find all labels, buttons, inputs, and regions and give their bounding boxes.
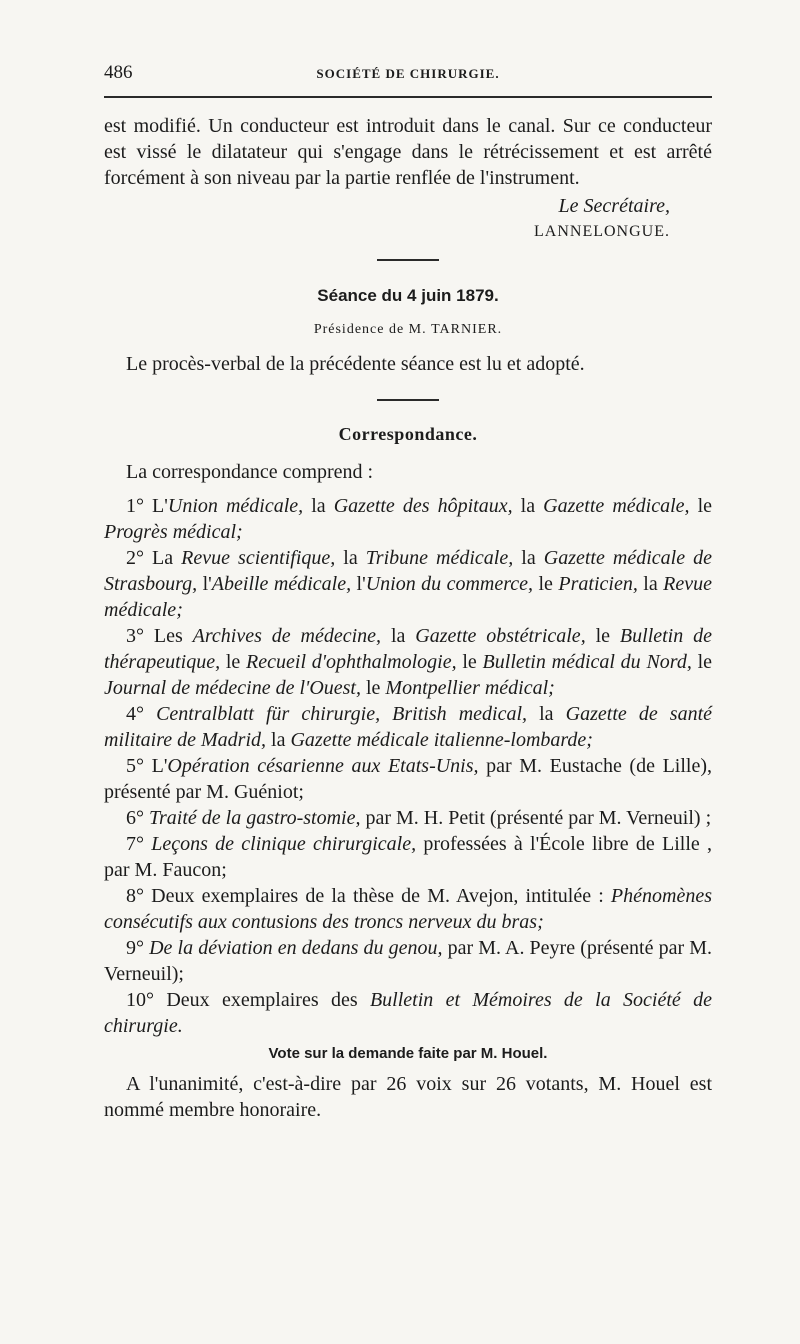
page-header — [104, 62, 712, 86]
correspondance-item — [104, 831, 712, 883]
correspondance-item — [104, 805, 712, 831]
item-title-run: Bulletin médical du Nord, — [482, 651, 692, 673]
correspondance-item — [104, 623, 712, 701]
item-title-run: Gazette médicale italienne-lombarde; — [290, 729, 593, 751]
item-title-run: Union médicale, — [167, 495, 304, 517]
item-text-run: l' — [197, 573, 212, 595]
item-text-run: 7° — [126, 833, 152, 855]
item-text-run: la — [513, 547, 544, 569]
vote-heading: Vote sur la demande faite par M. Houel. — [268, 1045, 548, 1062]
item-text-run: le — [220, 651, 247, 673]
item-title-run: Progrès médical; — [104, 521, 243, 543]
item-text-run: 6° — [126, 807, 149, 829]
item-title-run: Journal de médecine de l'Ouest, — [104, 677, 361, 699]
item-title-run: Leçons de clinique chirurgicale, — [151, 833, 417, 855]
president-name: TARNIER. — [431, 322, 503, 337]
correspondance-item — [104, 753, 712, 805]
item-text-run: le — [689, 495, 713, 517]
item-title-run: Phénomènes consécutifs aux contusions des troncs nerveux du bras; — [104, 885, 712, 933]
item-text-run: le — [691, 651, 713, 673]
item-title-run: Tribune médicale, — [365, 547, 514, 569]
item-text-run: la — [512, 495, 544, 517]
item-text-run: professées à l'École libre de Lille , par M. Faucon; — [104, 833, 712, 881]
item-text-run: 10° Deux exemplaires des — [126, 989, 370, 1011]
seance-title: Séance du 4 juin 1879. — [317, 286, 499, 305]
correspondance-list — [104, 493, 712, 1039]
item-text-run: 9° — [126, 937, 150, 959]
item-text-run: 1° L' — [126, 495, 168, 517]
item-text-run: la — [266, 729, 291, 751]
item-title-run: Bulletin de thérapeutique, — [104, 625, 713, 673]
item-text-run: la — [381, 625, 416, 647]
item-text-run: la — [637, 573, 664, 595]
item-text-run: 5° L' — [126, 755, 168, 777]
correspondance-item — [104, 545, 712, 623]
correspondance-item — [104, 935, 712, 987]
item-text-run: le — [533, 573, 559, 595]
item-title-run: Praticien, — [558, 573, 638, 595]
proces-verbal-paragraph: Le procès-verbal de la précédente séance est lu et adopté. — [126, 353, 585, 375]
item-title-run: Revue médicale; — [104, 573, 713, 621]
section-divider — [377, 399, 439, 401]
intro-paragraph: est modifié. Un conducteur est introduit dans le canal. Sur ce conducteur est vissé le dilatateur qui s'engage dans le rétrécissement et est arrêté forcément à son niveau par la partie renflée de l'instrument. — [104, 115, 712, 189]
item-title-run: Gazette des hôpitaux, — [333, 495, 513, 517]
item-title-run: Union du commerce, — [365, 573, 534, 595]
item-text-run: l' — [351, 573, 366, 595]
item-text-run: la — [527, 703, 566, 725]
item-text-run: 2° La — [126, 547, 182, 569]
item-text-run: 4° — [126, 703, 157, 725]
item-text-run: par M. Eustache (de Lille), présenté par M. Guéniot; — [104, 755, 712, 803]
item-title-run: Montpellier médical; — [385, 677, 555, 699]
item-title-run: Archives de médecine, — [192, 625, 382, 647]
signature-role: Le Secrétaire, — [558, 195, 670, 217]
item-text-run: la — [335, 547, 366, 569]
presidence-label: Présidence de M. — [313, 322, 427, 337]
item-title-run: Gazette médicale, — [543, 495, 690, 517]
header-rule — [104, 96, 712, 98]
item-title-run: Gazette de santé militaire de Madrid, — [104, 703, 713, 751]
correspondance-item — [104, 701, 712, 753]
item-text-run: 3° Les — [126, 625, 193, 647]
item-text-run: 8° Deux exemplaires de la thèse de M. Avejon, intitulée : — [126, 885, 611, 907]
item-title-run: Gazette médicale de Strasbourg, — [104, 547, 712, 595]
item-title-run: Bulletin et Mémoires de la Société de chirurgie. — [104, 989, 712, 1037]
item-text-run: la — [303, 495, 334, 517]
page-number: 486 — [104, 62, 133, 83]
correspondance-item — [104, 987, 712, 1039]
item-title-run: Gazette obstétricale, — [415, 625, 586, 647]
vote-paragraph: A l'unanimité, c'est-à-dire par 26 voix sur 26 votants, M. Houel est nommé membre honoraire. — [104, 1073, 712, 1121]
correspondance-item — [104, 493, 712, 545]
correspondance-item — [104, 883, 712, 935]
item-text-run: par M. A. Peyre (présenté par M. Verneuil); — [104, 937, 713, 985]
item-text-run: le — [360, 677, 386, 699]
item-title-run: Traité de la gastro-stomie, — [149, 807, 361, 829]
item-title-run: Centralblatt für chirurgie, British medical, — [156, 703, 528, 725]
item-title-run: Recueil d'ophthalmologie, — [246, 651, 457, 673]
section-divider — [377, 259, 439, 261]
running-title: SOCIÉTÉ DE CHIRURGIE. — [316, 66, 500, 81]
correspondance-heading: Correspondance. — [338, 424, 478, 444]
item-title-run: Revue scientifique, — [181, 547, 336, 569]
item-title-run: Opération césarienne aux Etats-Unis, — [167, 755, 479, 777]
presidence-line — [104, 317, 712, 343]
item-text-run: le — [585, 625, 620, 647]
correspondance-intro: La correspondance comprend : — [126, 461, 374, 483]
item-title-run: De la déviation en dedans du genou, — [149, 937, 443, 959]
item-text-run: par M. H. Petit (présenté par M. Verneuil) ; — [360, 807, 712, 829]
item-title-run: Abeille médicale, — [211, 573, 352, 595]
page-body — [104, 113, 712, 1123]
item-text-run: le — [456, 651, 483, 673]
signature-name: LANNELONGUE. — [534, 223, 670, 240]
